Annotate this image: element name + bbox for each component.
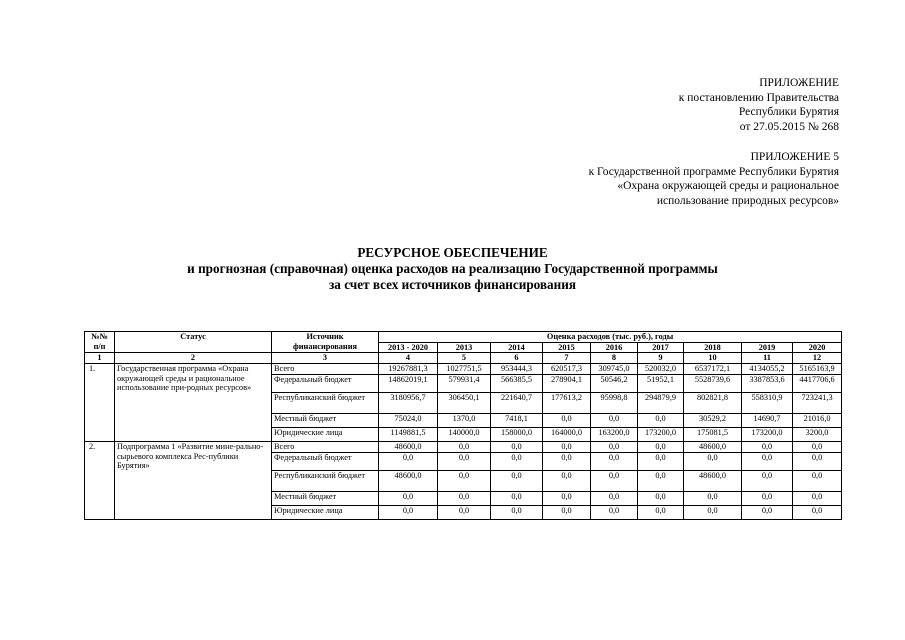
expense-value: 0,0 bbox=[684, 453, 742, 471]
expense-value: 0,0 bbox=[491, 453, 543, 471]
expense-value: 0,0 bbox=[684, 492, 742, 506]
expense-value: 0,0 bbox=[793, 442, 842, 453]
expense-value: 0,0 bbox=[379, 453, 438, 471]
document-title bbox=[0, 245, 905, 293]
funding-source: Федеральный бюджет bbox=[272, 453, 379, 471]
expense-value: 7418,1 bbox=[491, 414, 543, 428]
funding-source: Юридические лица bbox=[272, 506, 379, 520]
expense-value: 0,0 bbox=[591, 506, 638, 520]
expense-value: 95998,8 bbox=[591, 393, 638, 414]
appendix-5-header bbox=[589, 150, 839, 208]
expense-value: 48600,0 bbox=[684, 471, 742, 492]
expense-value: 0,0 bbox=[379, 492, 438, 506]
expense-value: 0,0 bbox=[638, 453, 684, 471]
column-index: 6 bbox=[491, 353, 543, 364]
expense-value: 278904,1 bbox=[543, 375, 591, 393]
expense-value: 48600,0 bbox=[379, 471, 438, 492]
appendix-line: к постановлению Правительства bbox=[678, 91, 839, 104]
expense-value: 0,0 bbox=[591, 453, 638, 471]
program-status: Государственная программа «Охрана окружающей среды и рациональное использование при-родных ресурсов» bbox=[115, 364, 272, 442]
expense-value: 1027751,5 bbox=[438, 364, 491, 375]
expense-value: 48600,0 bbox=[379, 442, 438, 453]
column-index: 2 bbox=[115, 353, 272, 364]
expense-value: 0,0 bbox=[793, 453, 842, 471]
expense-value: 14862019,1 bbox=[379, 375, 438, 393]
expense-value: 558310,9 bbox=[742, 393, 793, 414]
expense-value: 14690,7 bbox=[742, 414, 793, 428]
expense-value: 0,0 bbox=[491, 492, 543, 506]
expense-value: 0,0 bbox=[793, 492, 842, 506]
expense-value: 0,0 bbox=[638, 414, 684, 428]
expense-value: 579931,4 bbox=[438, 375, 491, 393]
expense-value: 221640,7 bbox=[491, 393, 543, 414]
expense-value: 0,0 bbox=[742, 506, 793, 520]
appendix-line: использование природных ресурсов» bbox=[656, 194, 839, 207]
expense-value: 75024,0 bbox=[379, 414, 438, 428]
expense-value: 140000,0 bbox=[438, 428, 491, 442]
expense-value: 0,0 bbox=[543, 442, 591, 453]
appendix-line: ПРИЛОЖЕНИЕ bbox=[759, 77, 839, 89]
expense-value: 4134055,2 bbox=[742, 364, 793, 375]
expense-value: 19267881,3 bbox=[379, 364, 438, 375]
column-index: 12 bbox=[793, 353, 842, 364]
column-index: 10 bbox=[684, 353, 742, 364]
header-estimate: Оценка расходов (тыс. руб.), годы bbox=[379, 332, 842, 343]
expense-value: 0,0 bbox=[543, 492, 591, 506]
header-source: Источник финансирования bbox=[272, 332, 379, 353]
expense-value: 520032,0 bbox=[638, 364, 684, 375]
expense-value: 0,0 bbox=[543, 506, 591, 520]
column-index: 9 bbox=[638, 353, 684, 364]
expense-value: 0,0 bbox=[438, 506, 491, 520]
column-index: 7 bbox=[543, 353, 591, 364]
expense-value: 306450,1 bbox=[438, 393, 491, 414]
expense-value: 6537172,1 bbox=[684, 364, 742, 375]
expense-value: 164000,0 bbox=[543, 428, 591, 442]
expense-value: 50546,2 bbox=[591, 375, 638, 393]
funding-source: Местный бюджет bbox=[272, 414, 379, 428]
header-year: 2020 bbox=[793, 342, 842, 353]
funding-source: Республиканский бюджет bbox=[272, 471, 379, 492]
expense-value: 173200,0 bbox=[742, 428, 793, 442]
expense-value: 3200,0 bbox=[793, 428, 842, 442]
expense-value: 0,0 bbox=[438, 453, 491, 471]
column-index: 3 bbox=[272, 353, 379, 364]
expense-value: 5165163,9 bbox=[793, 364, 842, 375]
expense-value: 3387853,6 bbox=[742, 375, 793, 393]
expense-value: 0,0 bbox=[591, 471, 638, 492]
expense-value: 309745,0 bbox=[591, 364, 638, 375]
expense-value: 0,0 bbox=[491, 471, 543, 492]
expense-value: 0,0 bbox=[793, 471, 842, 492]
funding-source: Местный бюджет bbox=[272, 492, 379, 506]
header-year: 2016 bbox=[591, 342, 638, 353]
header-year: 2013 - 2020 bbox=[379, 342, 438, 353]
expense-value: 1149881,5 bbox=[379, 428, 438, 442]
expense-value: 953444,3 bbox=[491, 364, 543, 375]
funding-source: Всего bbox=[272, 442, 379, 453]
column-index: 4 bbox=[379, 353, 438, 364]
expense-value: 566385,5 bbox=[491, 375, 543, 393]
expense-value: 0,0 bbox=[638, 492, 684, 506]
expense-value: 0,0 bbox=[438, 471, 491, 492]
funding-source: Федеральный бюджет bbox=[272, 375, 379, 393]
expense-value: 0,0 bbox=[379, 506, 438, 520]
expense-value: 0,0 bbox=[793, 506, 842, 520]
expense-value: 48600,0 bbox=[684, 442, 742, 453]
expense-value: 620517,3 bbox=[543, 364, 591, 375]
header-year: 2017 bbox=[638, 342, 684, 353]
column-index: 1 bbox=[85, 353, 115, 364]
program-status: Подпрограмма 1 «Развитие мине-рально-сырьевого комплекса Рес-публики Бурятия» bbox=[115, 442, 272, 520]
expense-value: 0,0 bbox=[638, 506, 684, 520]
header-year: 2014 bbox=[491, 342, 543, 353]
expense-value: 0,0 bbox=[638, 442, 684, 453]
expense-value: 0,0 bbox=[742, 471, 793, 492]
expense-value: 0,0 bbox=[591, 414, 638, 428]
expense-value: 0,0 bbox=[438, 442, 491, 453]
header-status: Статус bbox=[115, 332, 272, 353]
expense-value: 0,0 bbox=[742, 492, 793, 506]
expense-value: 0,0 bbox=[684, 506, 742, 520]
expense-value: 802821,8 bbox=[684, 393, 742, 414]
title-line-1: РЕСУРСНОЕ ОБЕСПЕЧЕНИЕ bbox=[357, 245, 548, 260]
expense-value: 0,0 bbox=[543, 414, 591, 428]
expense-value: 5528739,6 bbox=[684, 375, 742, 393]
expense-value: 0,0 bbox=[543, 471, 591, 492]
expense-value: 0,0 bbox=[438, 492, 491, 506]
appendix-line: ПРИЛОЖЕНИЕ 5 bbox=[750, 151, 839, 163]
expense-value: 0,0 bbox=[543, 453, 591, 471]
funding-source: Всего bbox=[272, 364, 379, 375]
expense-value: 51952,1 bbox=[638, 375, 684, 393]
expense-value: 1370,0 bbox=[438, 414, 491, 428]
title-line-2: и прогнозная (справочная) оценка расходов на реализацию Государственной программы bbox=[187, 261, 718, 276]
expense-value: 0,0 bbox=[742, 453, 793, 471]
appendix-header bbox=[679, 76, 839, 134]
table-row bbox=[85, 442, 842, 453]
row-number: 1. bbox=[85, 364, 115, 442]
column-index: 5 bbox=[438, 353, 491, 364]
expense-value: 0,0 bbox=[591, 492, 638, 506]
expense-value: 294879,9 bbox=[638, 393, 684, 414]
header-year: 2018 bbox=[684, 342, 742, 353]
appendix-line: Республики Бурятия bbox=[738, 106, 839, 119]
resource-table bbox=[84, 331, 842, 520]
expense-value: 0,0 bbox=[638, 471, 684, 492]
header-year: 2019 bbox=[742, 342, 793, 353]
funding-source: Юридические лица bbox=[272, 428, 379, 442]
expense-value: 723241,3 bbox=[793, 393, 842, 414]
appendix-line: «Охрана окружающей среды и рациональное bbox=[617, 180, 839, 193]
expense-value: 175081,5 bbox=[684, 428, 742, 442]
expense-value: 163200,0 bbox=[591, 428, 638, 442]
header-year: 2015 bbox=[543, 342, 591, 353]
expense-value: 0,0 bbox=[491, 506, 543, 520]
column-index: 11 bbox=[742, 353, 793, 364]
expense-value: 173200,0 bbox=[638, 428, 684, 442]
table-row bbox=[85, 364, 842, 375]
column-index: 8 bbox=[591, 353, 638, 364]
appendix-line: от 27.05.2015 № 268 bbox=[739, 120, 839, 133]
header-year: 2013 bbox=[438, 342, 491, 353]
expense-value: 0,0 bbox=[591, 442, 638, 453]
expense-value: 158000,0 bbox=[491, 428, 543, 442]
expense-value: 30529,2 bbox=[684, 414, 742, 428]
expense-value: 0,0 bbox=[491, 442, 543, 453]
expense-value: 3180956,7 bbox=[379, 393, 438, 414]
expense-value: 21016,0 bbox=[793, 414, 842, 428]
funding-source: Республиканский бюджет bbox=[272, 393, 379, 414]
row-number: 2. bbox=[85, 442, 115, 520]
expense-value: 177613,2 bbox=[543, 393, 591, 414]
header-num: №№ п/п bbox=[85, 332, 115, 353]
expense-value: 0,0 bbox=[742, 442, 793, 453]
expense-value: 4417706,6 bbox=[793, 375, 842, 393]
appendix-line: к Государственной программе Республики Бурятия bbox=[588, 165, 839, 178]
title-line-3: за счет всех источников финансирования bbox=[329, 277, 576, 292]
